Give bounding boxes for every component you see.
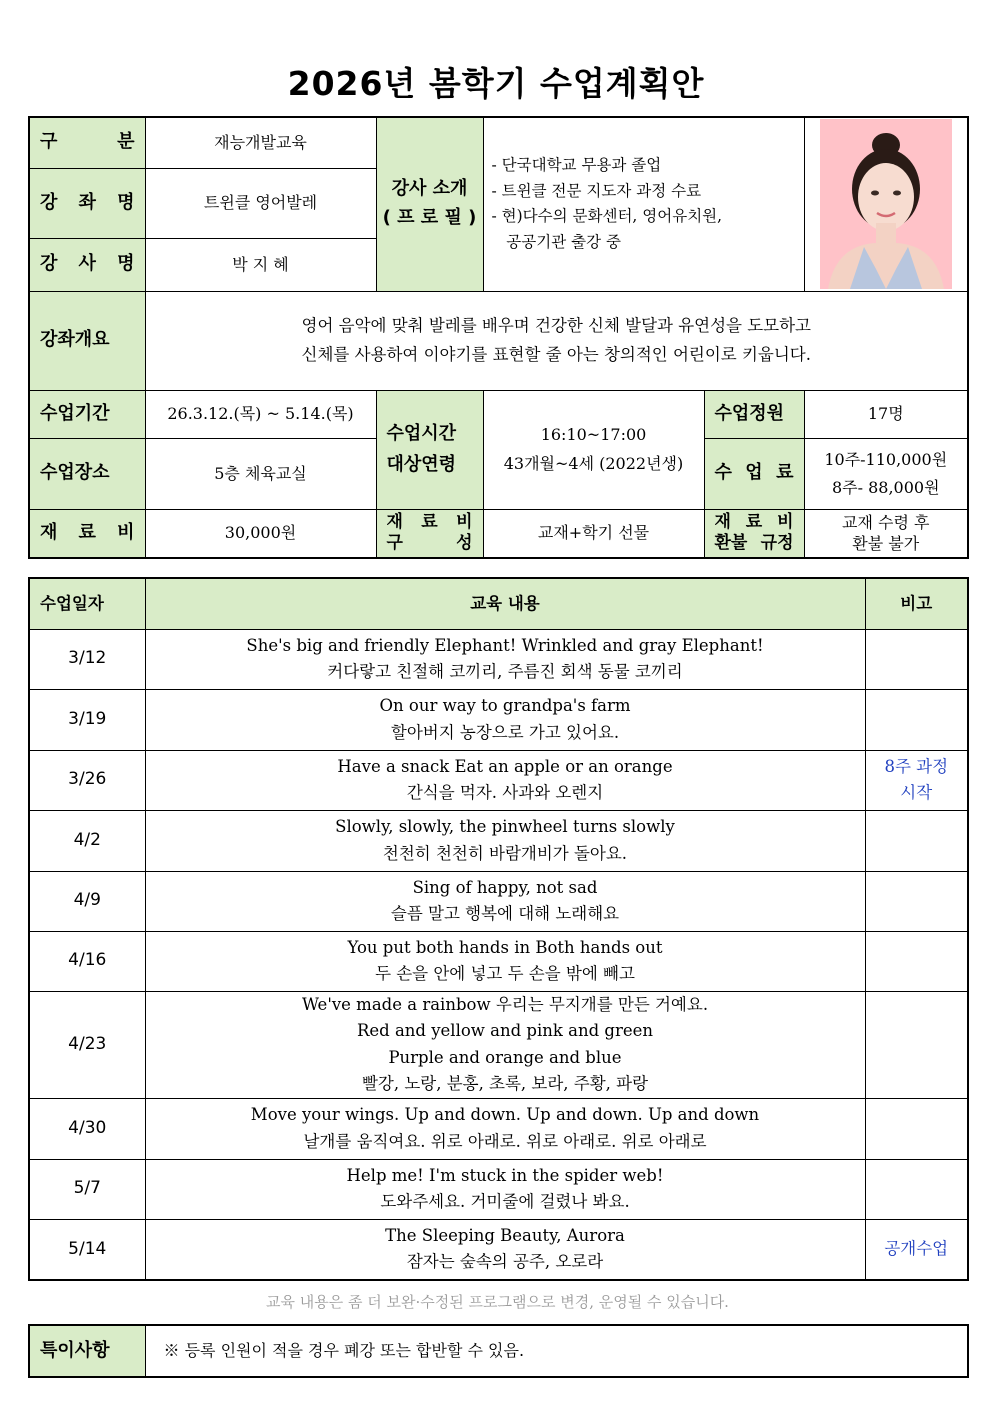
capacity-label: 수업정원 [714,402,785,424]
period-label: 수업기간 [40,402,110,424]
row-date: 3/19 [29,689,145,750]
place-value: 5층 체육교실 [145,438,376,509]
row-note [865,991,968,1098]
teacher-name-label: 강 사 명 [40,253,135,275]
row-date: 3/26 [29,750,145,810]
course-name-label: 강 좌 명 [40,191,135,213]
row-note [865,689,968,750]
schedule-date-header: 수업일자 [40,593,104,613]
profile-text [483,117,804,291]
footnote: 교육 내용은 좀 더 보완·수정된 프로그램으로 변경, 운영될 수 있습니다. [266,1293,729,1311]
row-date: 4/16 [29,931,145,991]
category-label: 구 분 [40,131,135,153]
table-row [29,931,968,991]
refund-label: 재 료 비 환불 규정 [704,509,804,558]
profile-line: - 단국대학교 무용과 졸업 [491,156,662,175]
teacher-photo [820,119,952,289]
document-title: 2026년 봄학기 수업계획안 [287,64,705,103]
material-comp-label: 재 료 비 구 성 [376,509,483,558]
special-label: 특이사항 [40,1339,110,1361]
row-date: 4/30 [29,1098,145,1159]
table-row [29,871,968,931]
teacher-photo-cell [804,117,968,291]
profile-line: - 현)다수의 문화센터, 영어유치원, [491,207,723,226]
fee-label: 수 업 료 [714,462,794,484]
row-content: Move your wings. Up and down. Up and down. Up and down 날개를 움직여요. 위로 아래로. 위로 아래로. 위로 아래로 [145,1098,865,1159]
profile-line: - 트윈클 전문 지도자 과정 수료 [491,181,702,200]
table-row [29,991,968,1098]
capacity-value: 17명 [804,390,968,438]
overview-text: 영어 음악에 맞춰 발레를 배우며 건강한 신체 발달과 유연성을 도모하고 신체를 사용하여 이야기를 표현할 줄 아는 창의적인 어린이로 키웁니다. [145,291,968,390]
table-row [29,810,968,871]
row-content: The Sleeping Beauty, Aurora 잠자는 숲속의 공주, 오로라 [145,1219,865,1280]
refund-value: 교재 수령 후 환불 불가 [804,509,968,558]
time-age-value: 16:10~17:00 43개월~4세 (2022년생) [483,390,704,509]
row-note: 공개수업 [865,1219,968,1280]
row-note [865,931,968,991]
row-note: 8주 과정 시작 [865,750,968,810]
table-row [29,1219,968,1280]
row-note [865,1159,968,1219]
category-value: 재능개발교육 [145,117,376,168]
row-content: Sing of happy, not sad 슬픔 말고 행복에 대해 노래해요 [145,871,865,931]
row-note [865,871,968,931]
special-value: ※ 등록 인원이 적을 경우 폐강 또는 합반할 수 있음. [145,1325,968,1377]
row-content: Slowly, slowly, the pinwheel turns slowly 천천히 천천히 바람개비가 돌아요. [145,810,865,871]
fee-value: 10주-110,000원 8주- 88,000원 [804,438,968,509]
table-row [29,689,968,750]
row-content: She's big and friendly Elephant! Wrinkled and gray Elephant! 커다랗고 친절해 코끼리, 주름진 회색 동물 코끼리 [145,629,865,689]
period-value: 26.3.12.(목) ~ 5.14.(목) [145,390,376,438]
row-date: 4/2 [29,810,145,871]
schedule-table [28,577,969,1281]
table-row [29,1159,968,1219]
place-label: 수업장소 [40,462,110,484]
material-fee-label: 재 료 비 [40,521,135,543]
profile-line: 공공기관 출강 중 [491,232,621,251]
schedule-note-header: 비고 [865,578,968,629]
material-comp-value: 교재+학기 선물 [483,509,704,558]
row-content: Help me! I'm stuck in the spider web! 도와주세요. 거미줄에 걸렸나 봐요. [145,1159,865,1219]
row-content: You put both hands in Both hands out 두 손을 안에 넣고 두 손을 밖에 빼고 [145,931,865,991]
material-fee-value: 30,000원 [145,509,376,558]
table-row [29,1098,968,1159]
table-row [29,629,968,689]
schedule-content-header: 교육 내용 [145,578,865,629]
row-content: We've made a rainbow 우리는 무지개를 만든 거예요. Red and yellow and pink and green Purple and orange and blue 빨강, 노랑, 분홍, 초록, 보라, 주황, 파랑 [145,991,865,1098]
row-note [865,810,968,871]
course-name-value: 트윈클 영어발레 [145,168,376,238]
time-age-label: 수업시간 대상연령 [376,390,483,509]
teacher-name-value: 박 지 혜 [145,238,376,291]
row-date: 4/9 [29,871,145,931]
row-note [865,1098,968,1159]
row-content: On our way to grandpa's farm 할아버지 농장으로 가고 있어요. [145,689,865,750]
row-note [865,629,968,689]
row-date: 4/23 [29,991,145,1098]
row-date: 3/12 [29,629,145,689]
overview-label: 강좌개요 [40,329,110,351]
special-notes-table [28,1324,969,1378]
profile-label: 강사 소개 ( 프 로 필 ) [376,117,483,291]
row-date: 5/7 [29,1159,145,1219]
table-row [29,750,968,810]
row-date: 5/14 [29,1219,145,1280]
row-content: Have a snack Eat an apple or an orange 간식을 먹자. 사과와 오렌지 [145,750,865,810]
course-info-table [28,116,969,559]
